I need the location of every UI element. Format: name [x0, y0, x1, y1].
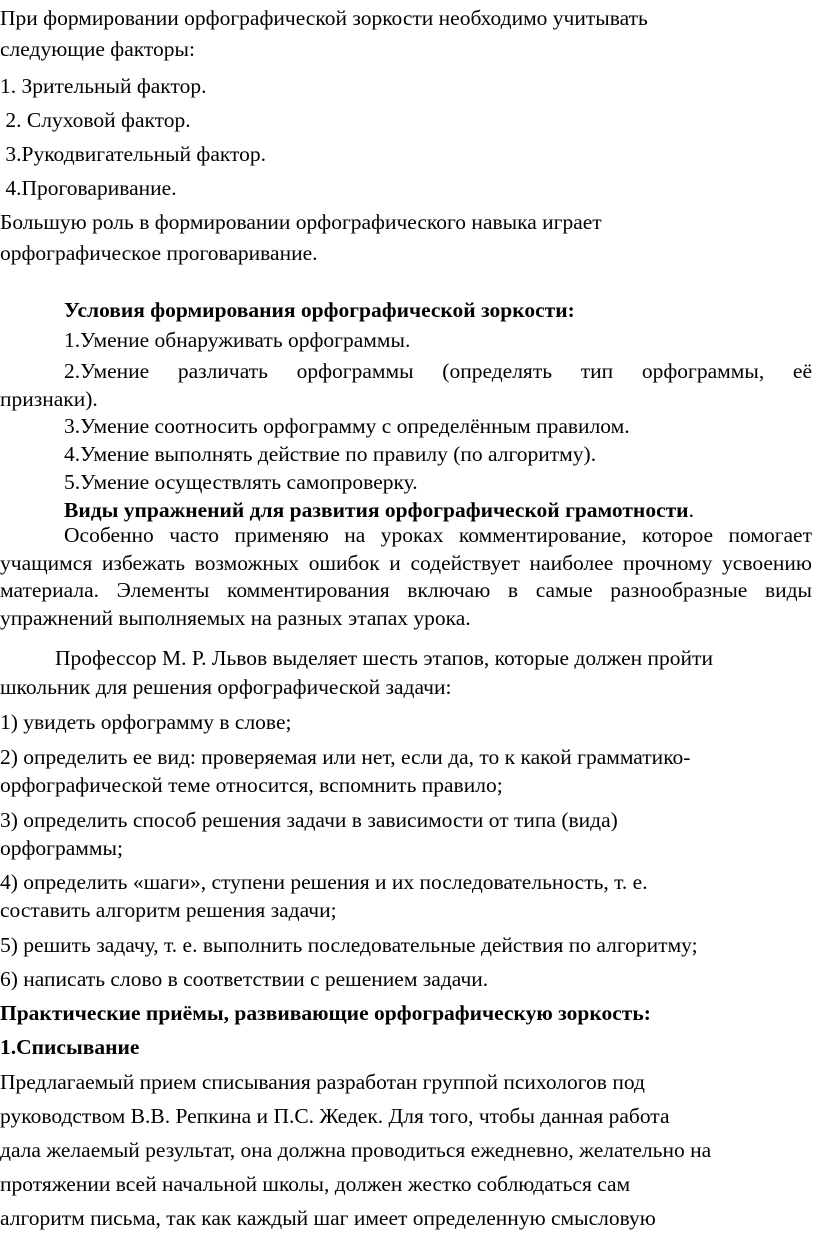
stage-3a: 3) определить способ решения задачи в зависимости от типа (вида) — [0, 808, 618, 832]
lvov-line-1: Профессор М. Р. Львов выделяет шесть этапов, которые должен пройти — [55, 646, 713, 670]
practice-line-4: протяжении всей начальной школы, должен жестко соблюдаться сам — [0, 1172, 631, 1196]
condition-2: 2.Умение различать орфограммы (определять тип орфограммы, её — [64, 359, 812, 383]
role-line-1: Большую роль в формировании орфографического навыка играет — [0, 210, 602, 234]
stage-4b: составить алгоритм решения задачи; — [0, 898, 337, 922]
role-line-2: орфографическое проговаривание. — [0, 241, 318, 265]
condition-5: 5.Умение осуществлять самопроверку. — [64, 470, 418, 494]
factor-item-3: 3.Рукодвигательный фактор. — [0, 142, 267, 166]
stage-1: 1) увидеть орфограмму в слове; — [0, 710, 292, 734]
factor-item-4: 4.Проговаривание. — [0, 176, 177, 200]
condition-3: 3.Умение соотносить орфограмму с определённым правилом. — [64, 414, 630, 438]
condition-4: 4.Умение выполнять действие по правилу (по алгоритму). — [64, 442, 597, 466]
practice-line-3: дала желаемый результат, она должна проводиться ежедневно, желательно на — [0, 1138, 712, 1162]
stage-2a: 2) определить ее вид: проверяемая или нет, если да, то к какой грамматико- — [0, 745, 691, 769]
stage-4a: 4) определить «шаги», ступени решения и их последовательность, т. е. — [0, 870, 648, 894]
stage-6: 6) написать слово в соответствии с решением задачи. — [0, 967, 489, 991]
practice-line-2: руководством В.В. Репкина и П.С. Жедек. Для того, чтобы данная работа — [0, 1104, 670, 1128]
stage-5: 5) решить задачу, т. е. выполнить последовательные действия по алгоритму; — [0, 933, 698, 957]
exercises-heading: Виды упражнений для развития орфографической грамотности — [64, 498, 689, 522]
practice-heading: Практические приёмы, развивающие орфографическую зоркость: — [0, 1001, 651, 1025]
conditions-heading: Условия формирования орфографической зоркости: — [64, 298, 575, 322]
factor-item-1: 1. Зрительный фактор. — [0, 74, 207, 98]
exercises-heading-dot: . — [688, 498, 694, 522]
stage-2b: орфографической теме относится, вспомнить правило; — [0, 773, 503, 797]
practice-line-5: алгоритм письма, так как каждый шаг имеет определенную смысловую — [0, 1206, 656, 1230]
intro-line-1: При формировании орфографической зоркости необходимо учитывать — [0, 6, 648, 30]
condition-2-continued: признаки). — [0, 387, 98, 411]
intro-line-2: следующие факторы: — [0, 37, 195, 61]
condition-1: 1.Умение обнаруживать орфограммы. — [64, 328, 411, 352]
factor-item-2: 2. Слуховой фактор. — [0, 108, 191, 132]
practice-line-1: Предлагаемый прием списывания разработан группой психологов под — [0, 1070, 645, 1094]
lvov-line-2: школьник для решения орфографической задачи: — [0, 675, 452, 699]
stage-3b: орфограммы; — [0, 836, 123, 860]
practice-subheading: 1.Списывание — [0, 1035, 140, 1059]
exercises-paragraph: Особенно часто применяю на уроках комментирование, которое помогает учащимся избежать возможных ошибок и содействует наиболее прочному усвоению материала. Элементы комментирования включаю в самые разнообразные виды упражнений выполняемых на разных этапах урока. — [0, 523, 812, 630]
